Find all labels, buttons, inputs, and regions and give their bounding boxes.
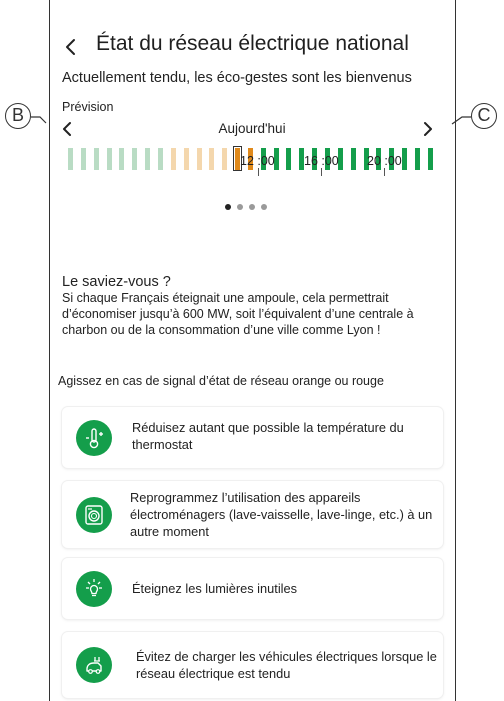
grid-status-text: Actuellement tendu, les éco-gestes sont les bienvenus: [62, 70, 412, 86]
time-tick: [384, 168, 385, 176]
back-arrow-icon[interactable]: [62, 37, 80, 57]
time-label-20: 20 :00: [367, 154, 402, 168]
page-title: État du réseau électrique national: [96, 32, 409, 55]
forecast-bar: [107, 148, 112, 170]
light-bulb-icon: [76, 571, 112, 607]
forecast-bar: [68, 148, 73, 170]
forecast-bar: [81, 148, 86, 170]
forecast-bar: [428, 148, 433, 170]
forecast-bar: [209, 148, 214, 170]
forecast-bar: [119, 148, 124, 170]
page-dot[interactable]: [225, 204, 231, 210]
forecast-bar: [171, 148, 176, 170]
forecast-bar: [286, 148, 291, 170]
callout-c: C: [471, 103, 497, 129]
forecast-bar: [158, 148, 163, 170]
thermostat-icon: [76, 420, 112, 456]
time-tick: [321, 168, 322, 176]
forecast-bar: [351, 148, 356, 170]
washing-machine-icon: [76, 497, 112, 533]
action-text: Reprogrammez l’utilisation des appareils électroménagers (lave-vaisselle, lave-linge, etc.) à un autre moment: [130, 490, 433, 539]
time-label-12: 12 :00: [240, 154, 275, 168]
page-dot[interactable]: [237, 204, 243, 210]
page-dot[interactable]: [249, 204, 255, 210]
time-tick: [258, 168, 259, 176]
forecast-day-label: Aujourd'hui: [218, 121, 286, 136]
time-label-16: 16 :00: [304, 154, 339, 168]
forecast-bar: [94, 148, 99, 170]
page-dot[interactable]: [261, 204, 267, 210]
callout-b: B: [5, 103, 31, 129]
action-card-thermostat[interactable]: [62, 407, 443, 468]
actions-title: Agissez en cas de signal d’état de réseau orange ou rouge: [58, 374, 384, 388]
action-card-lights[interactable]: [62, 558, 443, 619]
forecast-bar: [402, 148, 407, 170]
forecast-bar: [184, 148, 189, 170]
next-day-button[interactable]: [421, 121, 435, 137]
action-text: Réduisez autant que possible la température du thermostat: [132, 420, 404, 452]
forecast-bar: [132, 148, 137, 170]
ev-plug-icon: [76, 647, 112, 683]
action-card-appliances[interactable]: [62, 481, 443, 548]
forecast-bar: [197, 148, 202, 170]
did-you-know-text: Si chaque Français éteignait une ampoule, cela permettrait d’économiser jusqu’à 600 MW, soit l’équivalent d’une centrale à charbon ou de la consommation d’une ville comme Lyon !: [62, 291, 414, 337]
action-card-ev[interactable]: [62, 632, 443, 698]
forecast-bar: [415, 148, 420, 170]
did-you-know-title: Le saviez-vous ?: [62, 274, 171, 290]
forecast-bar: [145, 148, 150, 170]
action-text: Éteignez les lumières inutiles: [132, 581, 298, 596]
action-text: Évitez de charger les véhicules électriques lorsque le réseau électrique est tendu: [136, 649, 437, 681]
page-indicator[interactable]: [0, 204, 504, 212]
forecast-bar: [222, 148, 227, 170]
forecast-label: Prévision: [62, 100, 114, 114]
